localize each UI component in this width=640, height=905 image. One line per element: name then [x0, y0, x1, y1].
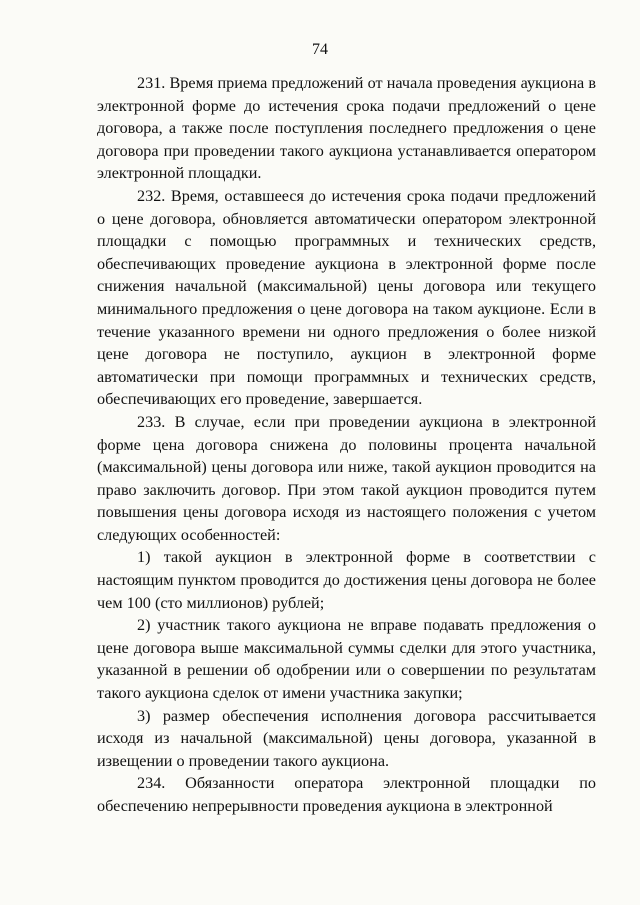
document-body — [97, 72, 596, 818]
paragraph-233: 233. В случае, если при проведении аукциона в электронной форме цена договора снижена до половины процента начальной (максимальной) цены договора или ниже, такой аукцион проводится на право заключить договор. При этом такой аукцион проводится путем повышения цены договора исходя из настоящего положения с учетом следующих особенностей: — [97, 412, 596, 544]
page-number: 74 — [312, 41, 328, 58]
paragraph-231: 231. Время приема предложений от начала проведения аукциона в электронной форме до истечения срока подачи предложений о цене договора, а также после поступления последнего предложения о цене договора при проведении такого аукциона устанавливается оператором электронной площадки. — [97, 74, 596, 183]
paragraph-233-item-1: 1) такой аукцион в электронной форме в соответствии с настоящим пунктом проводится до достижения цены договора не более чем 100 (сто миллионов) рублей; — [97, 548, 596, 612]
paragraph-233-item-2: 2) участник такого аукциона не вправе подавать предложения о цене договора выше максимальной суммы сделки для этого участника, указанной в решении об одобрении или о совершении по результатам такого аукциона сделок от имени участника закупки; — [97, 616, 596, 703]
paragraph-232: 232. Время, оставшееся до истечения срока подачи предложений о цене договора, обновляется автоматически оператором электронной площадки с помощью программных и технических средств, обеспечивающих проведение аукциона в электронной форме после снижения начальной (максимальной) цены договора или текущего минимального предложения о цене договора на таком аукционе. Если в течение указанного времени ни одного предложения о более низкой цене договора не поступило, аукцион в электронной форме автоматически при помощи программных и технических средств, обеспечивающих его проведение, завершается. — [97, 186, 596, 409]
paragraph-233-item-3: 3) размер обеспечения исполнения договора рассчитывается исходя из начальной (максимальной) цены договора, указанной в извещении о проведении такого аукциона. — [97, 706, 596, 770]
paragraph-234: 234. Обязанности оператора электронной площадки по обеспечению непрерывности проведения аукциона в электронной — [97, 774, 596, 815]
